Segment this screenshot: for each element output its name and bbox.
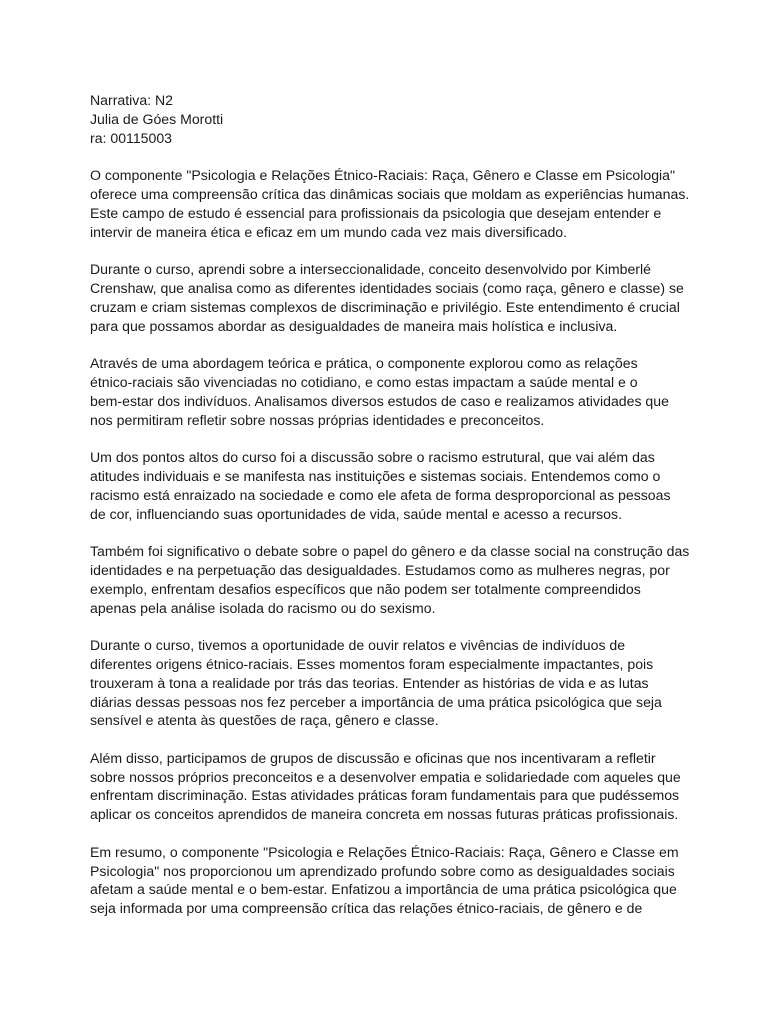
text-line: identidades e na perpetuação das desigualdades. Estudamos como as mulheres negras, por bbox=[90, 561, 670, 578]
narrative-label: Narrativa: N2 bbox=[90, 92, 174, 108]
text-line: Através de uma abordagem teórica e prática, o componente explorou como as relações bbox=[90, 355, 638, 372]
text-line: nos permitiram refletir sobre nossas próprias identidades e preconceitos. bbox=[90, 411, 545, 428]
text-line: diárias dessas pessoas nos fez perceber a importância de uma prática psicológica que seja bbox=[90, 693, 662, 710]
paragraph-structural-racism bbox=[90, 448, 690, 523]
text-line: Durante o curso, aprendi sobre a interseccionalidade, conceito desenvolvido por Kimberlé bbox=[90, 261, 651, 278]
text-line: bem-estar dos indivíduos. Analisamos diversos estudos de caso e realizamos atividades que bbox=[90, 392, 669, 409]
text-line: sobre nossos próprios preconceitos e a desenvolver empatia e solidariedade com aqueles que bbox=[90, 768, 681, 785]
text-line: atitudes individuais e se manifesta nas instituições e sistemas sociais. Entendemos como o bbox=[90, 467, 661, 484]
text-line: cruzam e criam sistemas complexos de discriminação e privilégio. Este entendimento é crucial bbox=[90, 298, 680, 315]
text-line: Além disso, participamos de grupos de discussão e oficinas que nos incentivaram a refletir bbox=[90, 749, 656, 766]
author-name: Julia de Góes Morotti bbox=[90, 110, 224, 127]
text-line: diferentes origens étnico-raciais. Esses momentos foram especialmente impactantes, pois bbox=[90, 655, 654, 672]
text-line: étnico-raciais são vivenciadas no cotidiano, e como estas impactam a saúde mental e o bbox=[90, 373, 638, 390]
paragraph-gender-class bbox=[90, 542, 690, 617]
paragraph-summary bbox=[90, 843, 690, 918]
document-header bbox=[90, 91, 690, 147]
text-line: exemplo, enfrentam desafios específicos que não podem ser totalmente compreendidos bbox=[90, 580, 641, 597]
text-line: Durante o curso, tivemos a oportunidade de ouvir relatos e vivências de indivíduos de bbox=[90, 637, 626, 654]
text-line: Psicologia" nos proporcionou um aprendizado profundo sobre como as desigualdades sociais bbox=[90, 862, 675, 879]
paragraph-testimonies bbox=[90, 636, 690, 730]
paragraph-workshops bbox=[90, 749, 690, 824]
text-line: sensível e atenta às questões de raça, gênero e classe. bbox=[90, 712, 439, 729]
text-line: Também foi significativo o debate sobre o papel do gênero e da classe social na construção das bbox=[90, 543, 690, 560]
text-line: afetam a saúde mental e o bem-estar. Enfatizou a importância de uma prática psicológica que bbox=[90, 881, 677, 898]
text-line: Este campo de estudo é essencial para profissionais da psicologia que desejam entender e bbox=[90, 204, 662, 221]
student-ra: ra: 00115003 bbox=[90, 129, 173, 146]
text-line: seja informada por uma compreensão crítica das relações étnico-raciais, de gênero e de bbox=[90, 900, 643, 917]
text-line: aplicar os conceitos aprendidos de maneira concreta em nossas futuras práticas profissionais. bbox=[90, 806, 679, 823]
text-line: intervir de maneira ética e eficaz em um mundo cada vez mais diversificado. bbox=[90, 223, 568, 240]
paragraph-intro bbox=[90, 166, 690, 241]
text-line: Em resumo, o componente "Psicologia e Relações Étnico-Raciais: Raça, Gênero e Classe em bbox=[90, 843, 679, 860]
text-line: Um dos pontos altos do curso foi a discussão sobre o racismo estrutural, que vai além das bbox=[90, 449, 655, 466]
paragraph-intersectionality bbox=[90, 260, 690, 335]
text-line: de cor, influenciando suas oportunidades de vida, saúde mental e acesso a recursos. bbox=[90, 505, 622, 522]
text-line: para que possamos abordar as desigualdades de maneira mais holística e inclusiva. bbox=[90, 317, 618, 334]
text-line: oferece uma compreensão crítica das dinâmicas sociais que moldam as experiências humanas. bbox=[90, 185, 690, 202]
text-line: apenas pela análise isolada do racismo ou do sexismo. bbox=[90, 599, 436, 616]
text-line: trouxeram à tona a realidade por trás das teorias. Entender as histórias de vida e as lutas bbox=[90, 674, 649, 691]
text-line: O componente "Psicologia e Relações Étnico-Raciais: Raça, Gênero e Classe em Psicologia" bbox=[90, 167, 676, 184]
document-page bbox=[90, 91, 690, 918]
paragraph-approach bbox=[90, 354, 690, 429]
text-line: enfrentam discriminação. Estas atividades práticas foram fundamentais para que pudéssemos bbox=[90, 787, 680, 804]
text-line: racismo está enraizado na sociedade e como ele afeta de forma desproporcional as pessoas bbox=[90, 486, 671, 503]
text-line: Crenshaw, que analisa como as diferentes identidades sociais (como raça, gênero e classe) se bbox=[90, 279, 684, 296]
